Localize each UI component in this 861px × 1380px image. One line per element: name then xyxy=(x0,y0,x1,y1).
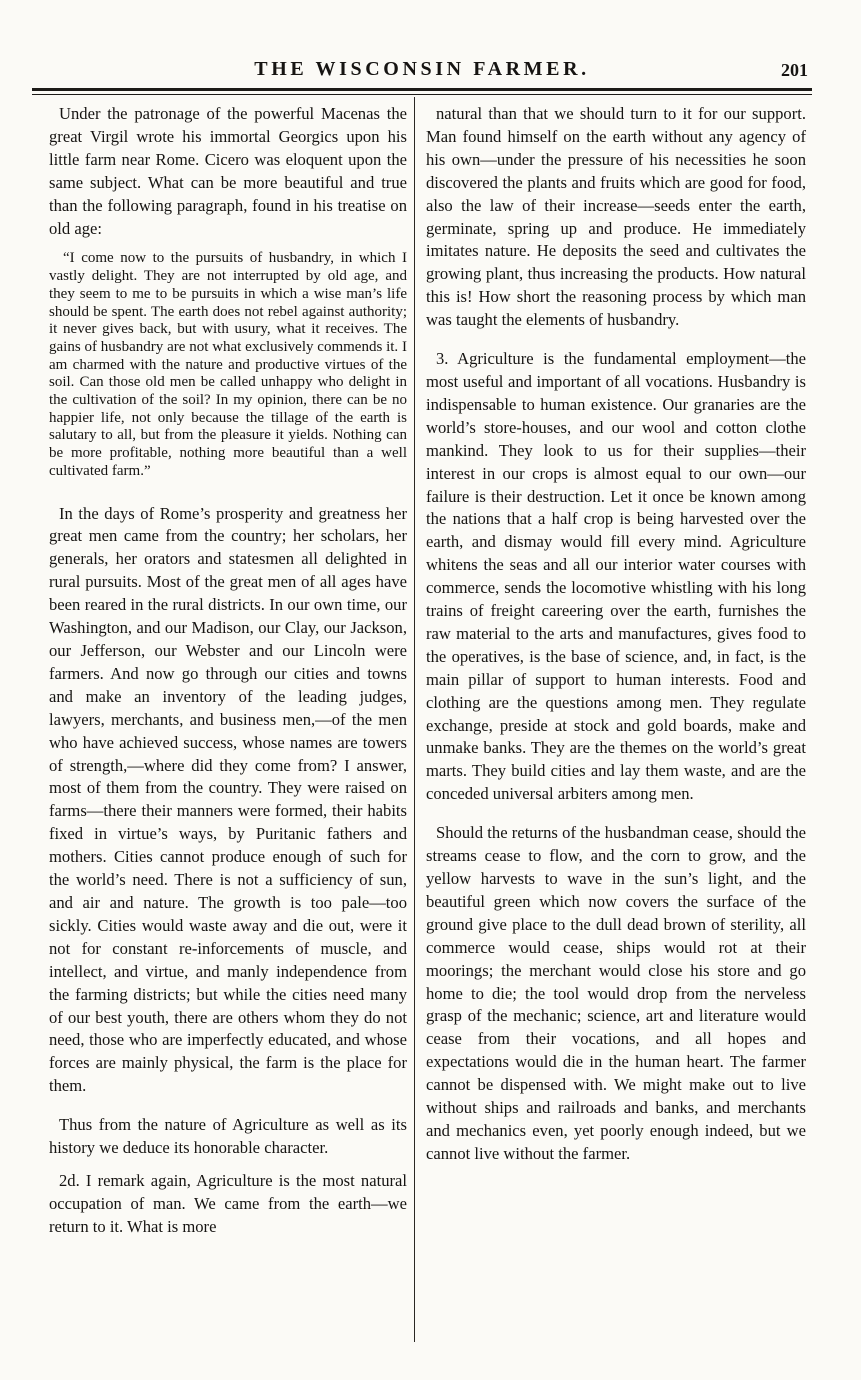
paragraph-natural-support: natural than that we should turn to it for our support. Man found himself on the earth without any agency of his own—under the pressure of his necessities he soon discovered the plants and fruits which are good for food, also the law of their increase—seeds enter the earth, germinate, spring up and produce. He immediately imitates nature. He deposits the seed and cultivates the growing plant, thus increasing the products. How natural this is! How short the reasoning process by which man was taught the elements of husbandry. xyxy=(426,104,806,330)
column-divider xyxy=(414,97,415,1342)
paragraph-husbandman-cease: Should the returns of the husbandman cease, should the streams cease to flow, and the corn to grow, and the yellow harvests to wave in the sun’s light, and the beautiful green which now covers the surface of the ground give place to the dull dead brown of sterility, all commerce would cease, ships would rot at their moorings; the merchant would close his store and go home to die; the tool would drop from the nerveless grasp of the mechanic; science, art and literature would cease from their vocations, and all hopes and expectations would die in the human heart. The farmer cannot be dispensed with. We might make out to live without ships and railroads and banks, and merchants and mechanics even, yet poorly enough indeed, but we cannot live without the farmer. xyxy=(426,823,806,1163)
paragraph-rome-great-men: In the days of Rome’s prosperity and greatness her great men came from the country; her scholars, her generals, her orators and statesmen all delighted in rural pursuits. Most of the great men of all ages have been reared in the rural districts. In our own time, our Washington, and our Madison, our Clay, our Jackson, our Jefferson, our Webster and our Lincoln were farmers. And now go through our cities and towns and make an inventory of the leading judges, lawyers, merchants, and business men,—of the men who have achieved success, whose names are towers of strength,—where did they come from? I answer, most of them from the country. They were raised on farms—there their manners were formed, their habits fixed in virtue’s ways, by Puritanic fathers and mothers. Cities cannot produce enough of such for the world’s need. There is not a sufficiency of sun, and air and nature. The growth is too pale—too sickly. Cities would waste away and die out, were it not for constant re-inforcements of muscle, and intellect, and virtue, and manly independence from the farming districts; but while the cities need many of our best youth, there are others whom they do not need, those who are imperfectly educated, and whose forces are mainly physical, the farm is the place for them. xyxy=(49,503,407,1096)
paragraph-virgil-cicero: Under the patronage of the powerful Macenas the great Virgil wrote his immortal Georgics upon his little farm near Rome. Cicero was eloquent upon the same subject. What can be more beautiful and true than the following paragraph, found in his treatise on old age: xyxy=(49,104,407,238)
page-header xyxy=(32,58,812,90)
paragraph-natural-occupation: 2d. I remark again, Agriculture is the most natural occupation of man. We came from the earth—we return to it. What is more xyxy=(49,1170,407,1236)
page-number: 201 xyxy=(781,60,808,80)
left-column xyxy=(49,103,407,1255)
periodical-title: THE WISCONSIN FARMER. xyxy=(254,58,590,80)
header-rule-thin xyxy=(32,94,812,95)
header-rule-thick xyxy=(32,88,812,91)
paragraph-fundamental-employment: 3. Agriculture is the fundamental employment—the most useful and important of all vocations. Husbandry is indispensable to human existence. Our granaries are the world’s store-houses, and our wool and cotton clothe mankind. They look to us for their supplies—their interest in our crops is almost equal to our own—our failure is their destruction. Let it once be known among the nations that a half crop is being harvested over the earth, and dismay would fill every mind. Agriculture whitens the seas and all our interior water courses with commerce, sends the locomotive whistling with his long trains of freight careering over the earth, furnishes the raw material to the arts and manufactures, gives food to the operatives, is the base of science, and, in fact, is the main pillar of support to human interests. Food and clothing are the questions among men. They regulate exchange, preside at stock and gold boards, make and unmake banks. They are the themes on the world’s great marts. They build cities and lay them waste, and are the conceded universal arbiters among men. xyxy=(426,349,806,804)
paragraph-honorable-character: Thus from the nature of Agriculture as well as its history we deduce its honorable character. xyxy=(49,1115,407,1158)
cicero-quotation: “I come now to the pursuits of husbandry, in which I vastly delight. They are not interrupted by old age, and they seem to me to be pursuits in which a wise man’s life should be spent. The earth does not rebel against authority; it never gives back, but with usury, what it receives. The gains of husbandry are not what exclusively commends it. I am charmed with the nature and productive virtues of the soil. Can those old men be called unhappy who delight in the cultivation of the soil? In my opinion, there can be no happier life, not only because the tillage of the earth is salutary to all, but from the pleasure it yields. Nothing can be more profitable, nothing more beautiful than a well cultivated farm.” xyxy=(49,250,407,479)
right-column xyxy=(426,103,806,1182)
